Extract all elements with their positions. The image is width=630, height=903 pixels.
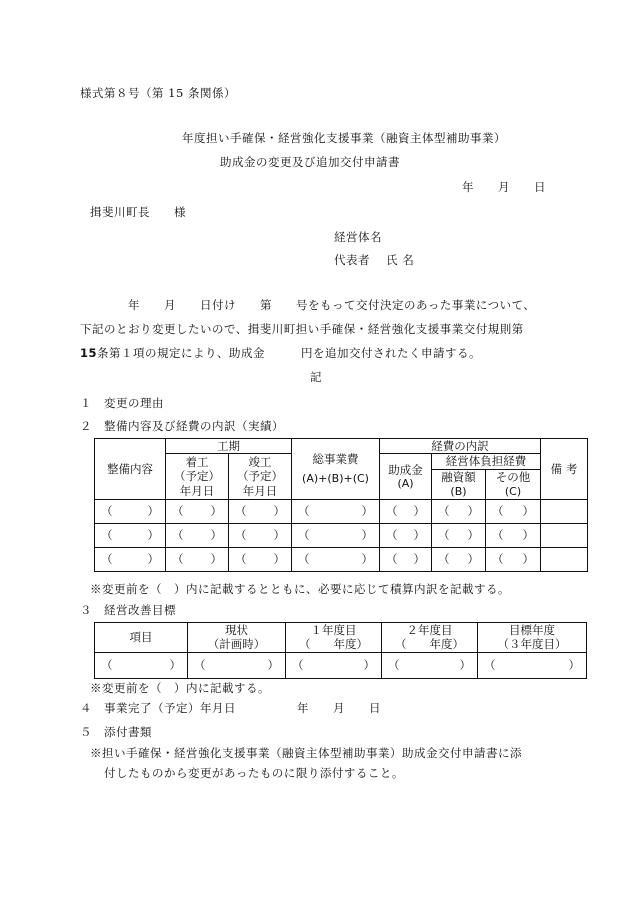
- cell-start-3[interactable]: （ ）: [166, 547, 229, 571]
- header-start: [166, 454, 229, 499]
- cell-subsidy-1[interactable]: （ ）: [380, 499, 432, 523]
- body-line-3-number: 15: [80, 346, 98, 360]
- header-year2-line-2: （ 年度）: [395, 637, 464, 652]
- header-notes: 備 考: [541, 439, 588, 500]
- cell-content-2[interactable]: （ ）: [95, 523, 166, 547]
- cell-other-3[interactable]: （ ）: [486, 547, 541, 571]
- header-year1: [286, 623, 382, 653]
- note-1: ※変更前を（ ）内に記載するとともに、必要に応じて積算内訳を記載する。: [90, 582, 510, 596]
- body-line-1: 年 月 日付け 第 号をもって交付決定のあった事業について、: [128, 298, 536, 312]
- cell-loan-3[interactable]: （ ）: [432, 547, 486, 571]
- date-line: 年 月 日: [462, 180, 546, 194]
- header-year1-line-1: １年度目: [310, 623, 357, 637]
- header-total-formula: (A)+(B)+(C): [302, 472, 369, 486]
- header-year2: [382, 623, 478, 653]
- cell-notes-3[interactable]: [541, 547, 588, 571]
- cell-current[interactable]: （ ）: [188, 652, 286, 678]
- title-line-2: 助成金の変更及び追加交付申請書: [220, 155, 400, 169]
- header-subsidy-label: 助成金: [388, 462, 423, 477]
- cell-loan-2[interactable]: （ ）: [432, 523, 486, 547]
- table-row: [95, 547, 588, 571]
- section-1-heading: １ 変更の理由: [80, 396, 164, 410]
- header-loan-label: 融資額: [441, 470, 476, 485]
- cell-other-1[interactable]: （ ）: [486, 499, 541, 523]
- cell-item[interactable]: （ ）: [95, 652, 188, 678]
- header-start-line-1: 着工: [185, 455, 209, 469]
- header-period: 工期: [166, 439, 292, 454]
- header-target: [478, 623, 587, 653]
- header-current: [188, 623, 286, 653]
- section-3-heading: ３ 経営改善目標: [80, 603, 176, 617]
- header-end-line-2: （予定）: [237, 469, 283, 484]
- title-line-1: 年度担い手確保・経営強化支援事業（融資主体型補助事業）: [182, 131, 506, 145]
- cell-total-2[interactable]: （ ）: [292, 523, 380, 547]
- header-content: 整備内容: [95, 439, 166, 500]
- header-start-line-3: 年月日: [179, 483, 215, 498]
- section-2-heading: ２ 整備内容及び経費の内訳（実績）: [80, 419, 284, 433]
- cell-content-1[interactable]: （ ）: [95, 499, 166, 523]
- cell-start-2[interactable]: （ ）: [166, 523, 229, 547]
- header-current-line-2: （計画時）: [207, 637, 266, 652]
- body-line-2: 下記のとおり変更したいので、揖斐川町担い手確保・経営強化支援事業交付規則第: [80, 322, 524, 336]
- section-4-heading: ４ 事業完了（予定）年月日: [80, 701, 236, 715]
- form-number: 様式第８号（第 15 条関係）: [80, 86, 236, 100]
- ki-marker: 記: [310, 370, 322, 384]
- expense-table: [94, 438, 588, 572]
- cell-subsidy-3[interactable]: （ ）: [380, 547, 432, 571]
- table-row: [95, 652, 587, 678]
- header-subsidy: [380, 454, 432, 499]
- addressee: 揖斐川町長 様: [90, 205, 186, 219]
- header-loan-letter: (B): [450, 484, 467, 498]
- header-current-line-1: 現状: [225, 623, 248, 637]
- header-breakdown: 経費の内訳: [380, 439, 541, 454]
- header-loan: [432, 469, 486, 499]
- cell-total-1[interactable]: （ ）: [292, 499, 380, 523]
- header-item: 項目: [95, 623, 188, 653]
- header-year2-line-1: ２年度目: [406, 623, 453, 637]
- cell-other-2[interactable]: （ ）: [486, 523, 541, 547]
- header-end: [229, 454, 292, 499]
- applicant-org-label: 経営体名: [334, 230, 382, 244]
- cell-year2[interactable]: （ ）: [382, 652, 478, 678]
- section-4-date: 年 月 日: [297, 701, 381, 715]
- cell-notes-1[interactable]: [541, 499, 588, 523]
- cell-target[interactable]: （ ）: [478, 652, 587, 678]
- header-other-letter: (C): [504, 484, 522, 498]
- header-end-line-3: 年月日: [242, 483, 278, 498]
- header-total-label: 総事業費: [312, 451, 359, 466]
- section-5-heading: ５ 添付書類: [80, 725, 152, 739]
- body-line-3: [80, 348, 481, 360]
- header-self-burden: 経営体負担経費: [432, 454, 541, 469]
- cell-year1[interactable]: （ ）: [286, 652, 382, 678]
- header-total: [292, 439, 380, 500]
- header-subsidy-letter: (A): [397, 476, 414, 490]
- header-target-line-2: （３年度目）: [497, 637, 567, 652]
- cell-end-2[interactable]: （ ）: [229, 523, 292, 547]
- note-2: ※変更前を（ ）内に記載する。: [90, 681, 270, 695]
- cell-total-3[interactable]: （ ）: [292, 547, 380, 571]
- cell-end-3[interactable]: （ ）: [229, 547, 292, 571]
- note-3-line-2: 付したものから変更があったものに限り添付すること。: [104, 766, 404, 780]
- cell-notes-2[interactable]: [541, 523, 588, 547]
- header-other: [486, 469, 541, 499]
- cell-end-1[interactable]: （ ）: [229, 499, 292, 523]
- header-end-line-1: 竣工: [248, 455, 272, 469]
- header-target-line-1: 目標年度: [509, 623, 555, 637]
- cell-loan-1[interactable]: （ ）: [432, 499, 486, 523]
- note-3-line-1: ※担い手確保・経営強化支援事業（融資主体型補助事業）助成金交付申請書に添: [90, 746, 522, 760]
- cell-subsidy-2[interactable]: （ ）: [380, 523, 432, 547]
- header-start-line-2: （予定）: [174, 469, 220, 484]
- cell-start-1[interactable]: （ ）: [166, 499, 229, 523]
- header-year1-line-2: （ 年度）: [299, 637, 368, 652]
- table-row: [95, 523, 588, 547]
- cell-content-3[interactable]: （ ）: [95, 547, 166, 571]
- table-row: [95, 499, 588, 523]
- applicant-rep-label: 代表者 氏 名: [334, 253, 415, 267]
- body-line-3-text: 条第１項の規定により、助成金 円を追加交付されたく申請する。: [97, 346, 482, 360]
- improvement-target-table: [94, 622, 587, 679]
- header-other-label: その他: [495, 470, 531, 485]
